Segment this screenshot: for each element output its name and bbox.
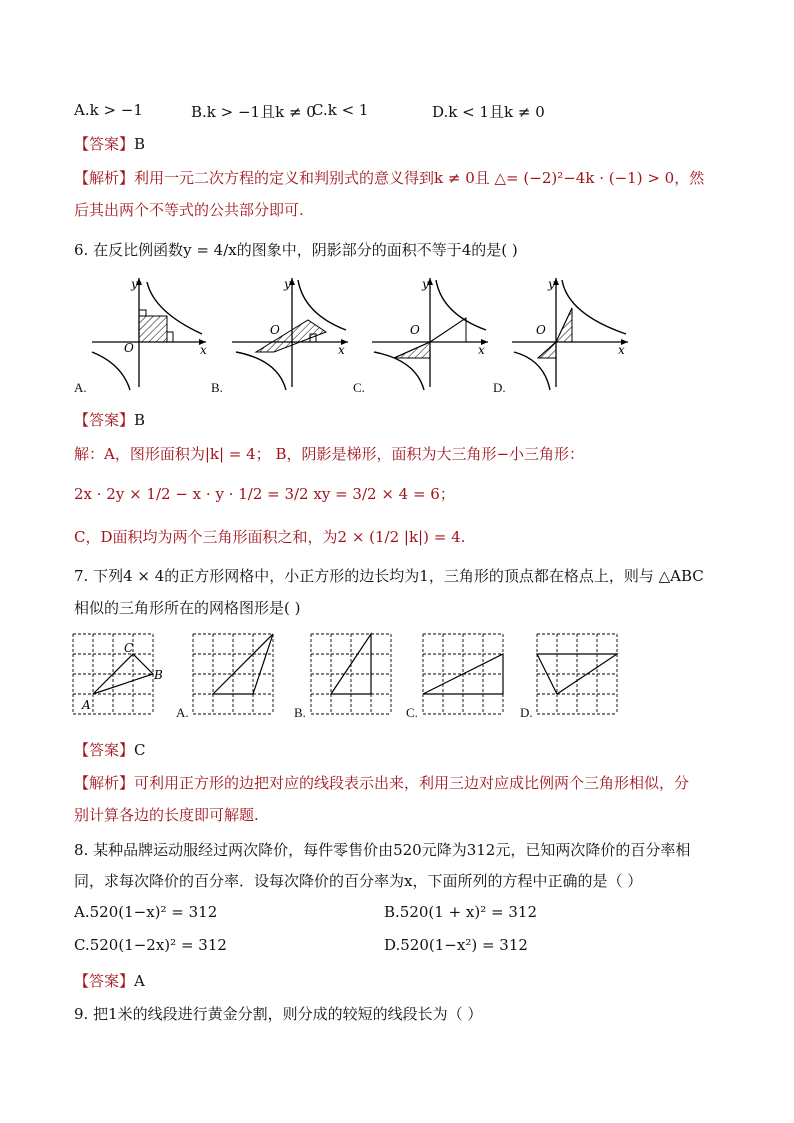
q7-label-a: A. xyxy=(176,705,189,720)
q5-option-d: D.k < 1且k ≠ 0 xyxy=(432,103,545,121)
q6-d-axis-y: y xyxy=(548,277,555,291)
q6-a-axis-y: y xyxy=(131,277,138,291)
q6-c-axis-x: x xyxy=(478,343,485,357)
q6-d-axis-x: x xyxy=(618,343,625,357)
q6-solution-line-1: 解：A，图形面积为|k| = 4； B，阴影是梯形，面积为大三角形−小三角形： xyxy=(74,445,585,463)
q6-b-origin: O xyxy=(270,323,280,337)
q7-stem-line-1: 7. 下列4 × 4的正方形网格中，小正方形的边长均为1，三角形的顶点都在格点上，则与 △ABC xyxy=(74,567,704,585)
answer-value: C xyxy=(134,741,146,759)
q8-stem-line-1: 8. 某种品牌运动服经过两次降价，每件零售价由520元降为312元，已知两次降价的百分率相 xyxy=(74,841,691,859)
q9-stem: 9. 把1米的线段进行黄金分割，则分成的较短的线段长为（ ） xyxy=(74,1005,483,1023)
q7-answer xyxy=(74,740,146,760)
q7-vertex-c: C xyxy=(124,641,134,655)
answer-label: 【答案】 xyxy=(74,411,135,429)
answer-label: 【答案】 xyxy=(74,135,135,153)
q7-label-c: C. xyxy=(406,705,418,720)
answer-value: B xyxy=(134,411,146,429)
q6-label-b: B. xyxy=(211,380,223,395)
q6-figure-a xyxy=(84,272,214,392)
q6-a-axis-x: x xyxy=(200,343,207,357)
q8-option-b: B.520(1 + x)² = 312 xyxy=(384,903,537,921)
q6-figure-b xyxy=(226,272,356,392)
q7-grid-option-a xyxy=(192,633,276,717)
q7-label-d: D. xyxy=(520,705,533,720)
q7-analysis-line-1 xyxy=(74,773,689,793)
q5-analysis-line-1 xyxy=(74,168,704,188)
q7-vertex-b: B xyxy=(154,668,163,682)
q5-option-a: A.k > −1 xyxy=(74,101,143,119)
q5-option-b: B.k > −1且k ≠ 0 xyxy=(191,103,316,121)
q7-stem-line-2: 相似的三角形所在的网格图形是( ) xyxy=(74,599,301,617)
q6-solution-line-3: C，D面积均为两个三角形面积之和，为2 × (1/2 |k|) = 4. xyxy=(74,528,466,546)
q6-answer xyxy=(74,410,145,430)
q8-option-c: C.520(1−2x)² = 312 xyxy=(74,936,227,954)
q8-stem-line-2: 同，求每次降价的百分率．设每次降价的百分率为x，下面所列的方程中正确的是（ ） xyxy=(74,872,643,890)
q6-label-c: C. xyxy=(353,380,365,395)
q5-answer xyxy=(74,134,145,154)
q7-grid-option-c xyxy=(422,633,506,717)
analysis-text: 利用一元二次方程的定义和判别式的意义得到k ≠ 0且 △= (−2)²−4k · (−1) > 0，然 xyxy=(134,169,705,187)
q7-grid-option-b xyxy=(310,633,394,717)
analysis-label: 【解析】 xyxy=(74,169,135,187)
q8-option-a: A.520(1−x)² = 312 xyxy=(74,903,218,921)
q7-vertex-a: A xyxy=(82,698,91,712)
q6-stem: 6. 在反比例函数y = 4/x的图象中，阴影部分的面积不等于4的是( ) xyxy=(74,241,518,259)
q6-c-axis-y: y xyxy=(422,277,429,291)
q6-c-origin: O xyxy=(410,323,420,337)
q8-answer xyxy=(74,971,145,991)
answer-value: A xyxy=(134,972,145,990)
q6-b-axis-x: x xyxy=(338,343,345,357)
q7-grid-abc xyxy=(72,633,163,717)
answer-label: 【答案】 xyxy=(74,972,135,990)
q6-b-axis-y: y xyxy=(284,277,291,291)
q6-solution-line-2: 2x · 2y × 1/2 − x · y · 1/2 = 3/2 xy = 3/2 × 4 = 6； xyxy=(74,485,455,503)
q6-a-origin: O xyxy=(124,341,134,355)
q6-label-d: D. xyxy=(493,380,506,395)
analysis-text: 可利用正方形的边把对应的线段表示出来，利用三边对应成比例两个三角形相似，分 xyxy=(134,774,690,792)
q5-analysis-line-2: 后其出两个不等式的公共部分即可. xyxy=(74,201,304,219)
q6-figure-d xyxy=(506,272,636,392)
answer-value: B xyxy=(134,135,146,153)
q7-grid-option-d xyxy=(536,633,620,717)
q7-label-b: B. xyxy=(294,705,306,720)
analysis-label: 【解析】 xyxy=(74,774,135,792)
q7-analysis-line-2: 别计算各边的长度即可解题. xyxy=(74,806,259,824)
q8-option-d: D.520(1−x²) = 312 xyxy=(384,936,528,954)
q6-d-origin: O xyxy=(536,323,546,337)
answer-label: 【答案】 xyxy=(74,741,135,759)
q6-label-a: A. xyxy=(74,380,87,395)
q5-option-c: C.k < 1 xyxy=(312,101,369,119)
q6-figure-c xyxy=(366,272,496,392)
